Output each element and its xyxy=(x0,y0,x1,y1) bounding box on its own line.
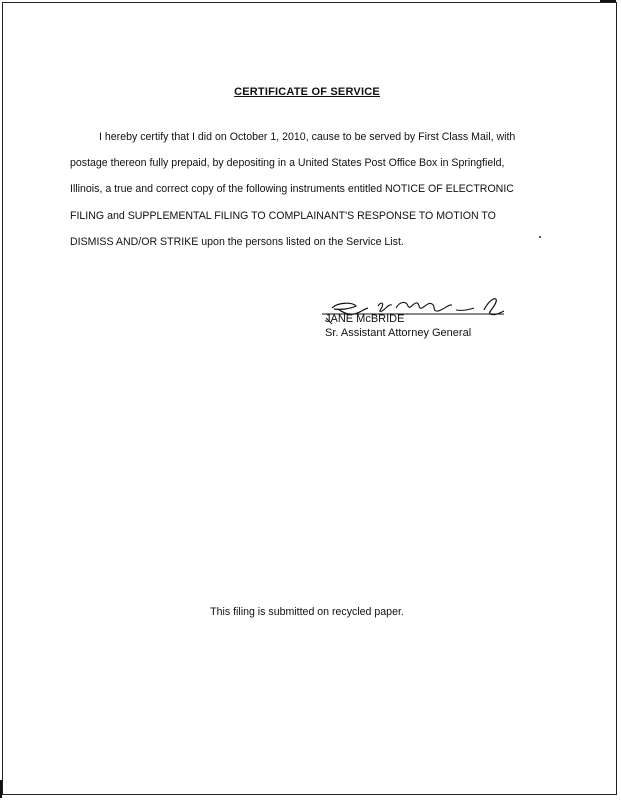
page-border xyxy=(2,2,617,795)
recycled-paper-note: This filing is submitted on recycled paper. xyxy=(210,606,404,618)
paragraph-line: postage thereon fully prepaid, by depositing in a United States Post Office Box in Springfield, xyxy=(70,157,505,170)
signer-title: Sr. Assistant Attorney General xyxy=(325,327,472,339)
paragraph-line: FILING and SUPPLEMENTAL FILING TO COMPLAINANT'S RESPONSE TO MOTION TO xyxy=(70,209,496,222)
paragraph-line: DISMISS AND/OR STRIKE upon the persons listed on the Service List. xyxy=(70,235,404,248)
paragraph-line: Illinois, a true and correct copy of the following instruments entitled NOTICE OF ELECTRONIC xyxy=(70,183,514,196)
scan-edge-mark xyxy=(0,780,2,798)
signer-name: JANE McBRIDE xyxy=(325,313,405,325)
certification-paragraph xyxy=(70,124,550,255)
scan-edge-mark xyxy=(600,0,616,2)
paragraph-line: I hereby certify that I did on October 1, 2010, cause to be served by First Class Mail, with xyxy=(99,131,516,143)
document-title: CERTIFICATE OF SERVICE xyxy=(234,86,380,98)
scan-speck xyxy=(539,236,541,238)
